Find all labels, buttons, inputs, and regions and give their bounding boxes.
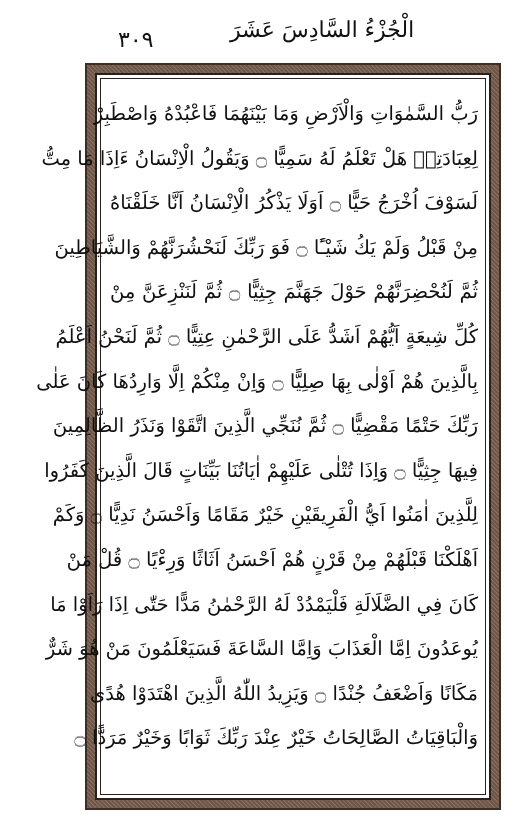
text-line: يُوعَدُونَ اِمَّا الْعَذَابَ وَاِمَّا السَّاعَةَ فَسَيَعْلَمُونَ مَنْ هُوَ شَرٌّ bbox=[45, 637, 478, 661]
text-line: كَانَ فِي الضَّلَالَةِ فَلْيَمْدُدْ لَهُ الرَّحْمٰنُ مَدًّا حَتّٰى اِذَا رَاَوْا مَا bbox=[50, 592, 478, 616]
text-line: مِنْ قَبْلُ وَلَمْ يَكُ شَيْـًٔا ۝ فَوَ رَبِّكَ لَنَحْشُرَنَّهُمْ وَالشَّيَاطِينَ bbox=[54, 235, 478, 259]
text-line: اَهْلَكْنَا قَبْلَهُمْ مِنْ قَرْنٍ هُمْ اَحْسَنُ اَثَاثًا وَرِءْيًا ۝ قُلْ مَنْ bbox=[66, 547, 478, 571]
text-line: فِيهَا جِثِيًّا ۝ وَاِذَا تُتْلٰى عَلَيْهِمْ اٰيَاتُنَا بَيِّنَاتٍ قَالَ الَّذِينَ كَفَرُوا bbox=[44, 458, 478, 482]
page-header bbox=[0, 0, 518, 60]
juz-title: الْجُزْءُ السَّادِسَ عَشَرَ bbox=[230, 18, 415, 43]
page-number: ٣٠٩ bbox=[118, 28, 154, 53]
text-line: رَبِّكَ حَتْمًا مَقْضِيًّا ۝ ثُمَّ نُنَجِّي الَّذِينَ اتَّقَوْا وَنَذَرُ الظَّالِمِينَ bbox=[52, 414, 478, 438]
text-line: كُلِّ شِيعَةٍ اَيُّهُمْ اَشَدُّ عَلَى الرَّحْمٰنِ عِتِيًّا ۝ ثُمَّ لَنَحْنُ اَعْلَمُ bbox=[55, 324, 478, 348]
text-line: بِالَّذِينَ هُمْ اَوْلٰى بِهَا صِلِيًّا ۝ وَاِنْ مِنْكُمْ اِلَّا وَارِدُهَا كَانَ عَلٰى bbox=[36, 369, 478, 393]
text-line: ثُمَّ لَنُحْضِرَنَّهُمْ حَوْلَ جَهَنَّمَ جِثِيًّا ۝ ثُمَّ لَنَنْزِعَنَّ مِنْ bbox=[110, 280, 478, 304]
text-line: مَكَانًا وَاَضْعَفُ جُنْدًا ۝ وَيَزِيدُ اللّٰهُ الَّذِينَ اهْتَدَوْا هُدًى bbox=[90, 681, 478, 705]
text-line: رَبُّ السَّمٰوَاتِ وَالْاَرْضِ وَمَا بَيْنَهُمَا فَاعْبُدْهُ وَاصْطَبِرْ bbox=[93, 102, 478, 125]
text-line: لَسَوْفَ اُخْرَجُ حَيًّا ۝ اَوَلَا يَذْكُرُ الْاِنْسَانُ اَنَّا خَلَقْنَاهُ bbox=[110, 191, 478, 215]
quran-text bbox=[36, 92, 478, 792]
text-line: لِلَّذِينَ اٰمَنُوا اَيُّ الْفَرِيقَيْنِ خَيْرٌ مَقَامًا وَاَحْسَنُ نَدِيًّا ۝ وَكَمْ bbox=[52, 503, 478, 527]
text-line: وَالْبَاقِيَاتُ الصَّالِحَاتُ خَيْرٌ عِنْدَ رَبِّكَ ثَوَابًا وَخَيْرٌ مَرَدًّا ۝ bbox=[74, 726, 478, 750]
text-line: لِعِبَادَتِهٖ هَلْ تَعْلَمُ لَهُ سَمِيًّا ۝ وَيَقُولُ الْاِنْسَانُ ءَاِذَا مَا مِتُّ bbox=[41, 146, 478, 170]
